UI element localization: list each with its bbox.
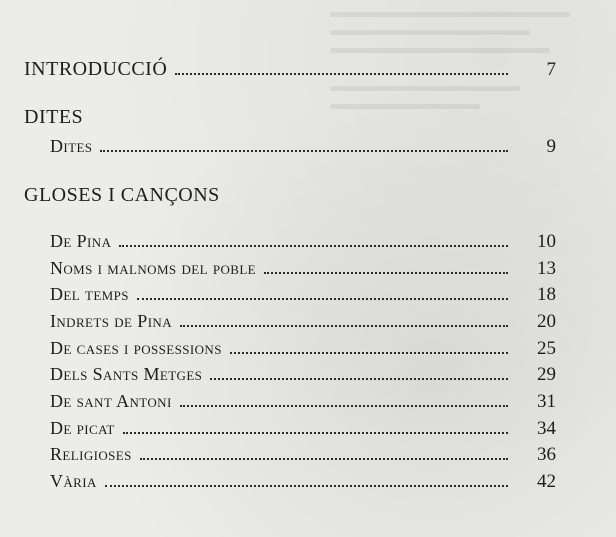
toc-entry <box>50 364 556 386</box>
toc-entry-label: Dels Sants Metges <box>50 364 203 384</box>
dot-leader <box>175 73 508 75</box>
dot-leader <box>180 325 508 327</box>
toc-entry-label: De Pina <box>50 231 112 251</box>
bleed-through-line <box>330 104 480 109</box>
toc-entry-label: Del temps <box>50 284 129 304</box>
dot-leader <box>119 245 508 247</box>
section-title-dites: DITES <box>24 106 84 128</box>
toc-entry-label: Dites <box>50 136 93 156</box>
dot-leader <box>210 378 508 380</box>
toc-entry-page: 9 <box>546 136 556 157</box>
toc-entry <box>50 284 556 306</box>
dot-leader <box>137 298 508 300</box>
bleed-through-line <box>330 48 550 53</box>
toc-entry-introduccio <box>24 58 556 81</box>
toc-entry-page: 13 <box>537 258 556 279</box>
toc-entry-page: 36 <box>537 444 556 465</box>
toc-entry <box>50 471 556 493</box>
toc-entry <box>50 338 556 360</box>
dot-leader <box>105 485 508 487</box>
toc-entry-page: 25 <box>537 338 556 359</box>
toc-entry <box>50 444 556 466</box>
toc-entry-label: De picat <box>50 418 115 438</box>
toc-entry-page: 20 <box>537 311 556 332</box>
toc-entry-page: 42 <box>537 471 556 492</box>
toc-entry <box>50 391 556 413</box>
dot-leader <box>140 458 508 460</box>
toc-entry <box>50 418 556 440</box>
toc-entry <box>50 136 556 158</box>
dot-leader <box>123 432 508 434</box>
dot-leader <box>180 405 508 407</box>
toc-entry-label: Vària <box>50 471 97 491</box>
toc-entry-label: Religioses <box>50 444 132 464</box>
toc-entry-page: 7 <box>546 59 556 80</box>
toc-entry-label: Noms i malnoms del poble <box>50 258 256 278</box>
toc-entry-page: 34 <box>537 418 556 439</box>
toc-entry-page: 10 <box>537 231 556 252</box>
dot-leader <box>100 150 508 152</box>
toc-entry-label: De sant Antoni <box>50 391 172 411</box>
section-title-gloses: GLOSES I CANÇONS <box>24 184 220 206</box>
bleed-through-line <box>330 30 530 35</box>
bleed-through-line <box>330 12 570 17</box>
toc-entry <box>50 311 556 333</box>
toc-entry-page: 18 <box>537 284 556 305</box>
toc-entry-label: Indrets de Pina <box>50 311 172 331</box>
toc-entry <box>50 231 556 253</box>
toc-entry-label: INTRODUCCIÓ <box>24 58 168 80</box>
bleed-through-line <box>330 86 520 91</box>
dot-leader <box>264 272 508 274</box>
toc-entry-label: De cases i possessions <box>50 338 222 358</box>
dot-leader <box>230 352 508 354</box>
toc-entry <box>50 258 556 280</box>
toc-entry-page: 29 <box>537 364 556 385</box>
toc-entry-page: 31 <box>537 391 556 412</box>
